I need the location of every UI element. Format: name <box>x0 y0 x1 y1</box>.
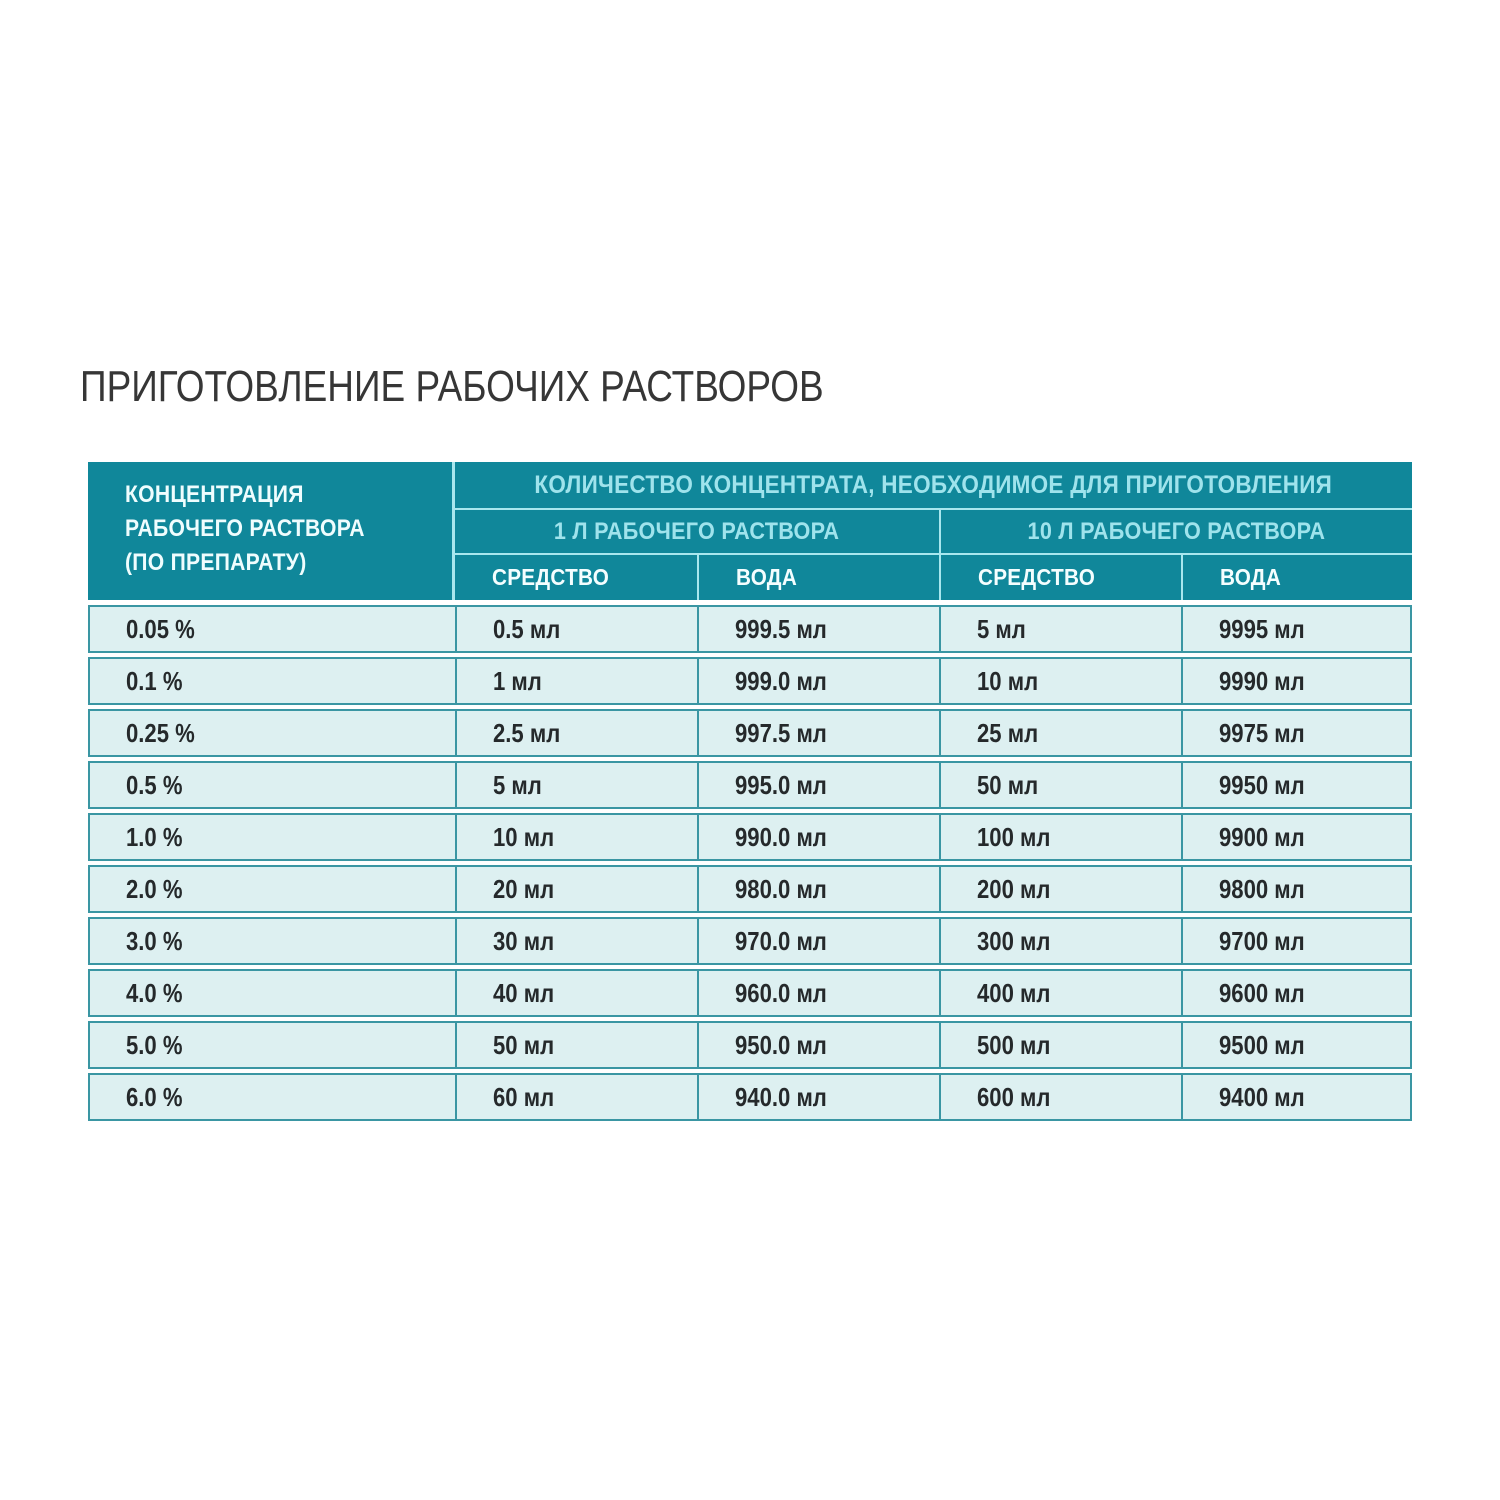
table-row <box>88 761 1412 809</box>
value-cell <box>939 1023 1181 1067</box>
concentration-value: 3.0 % <box>126 925 183 956</box>
volume-value: 300 мл <box>977 925 1051 956</box>
value-cell <box>455 815 697 859</box>
value-cell <box>455 1023 697 1067</box>
value-cell <box>697 763 939 807</box>
volume-value: 40 мл <box>493 977 555 1008</box>
volume-value: 999.5 мл <box>735 613 827 644</box>
sub-header-water-1l <box>697 555 939 600</box>
value-cell <box>697 1023 939 1067</box>
volume-value: 0.5 мл <box>493 613 561 644</box>
concentration-value: 0.1 % <box>126 665 183 696</box>
sub-header-water-10l-label: ВОДА <box>1220 564 1282 590</box>
value-cell <box>939 867 1181 911</box>
page-title: ПРИГОТОВЛЕНИЕ РАБОЧИХ РАСТВОРОВ <box>80 362 824 411</box>
value-cell <box>697 1075 939 1119</box>
volume-value: 9990 мл <box>1219 665 1305 696</box>
volume-value: 9800 мл <box>1219 873 1305 904</box>
volume-value: 9400 мл <box>1219 1081 1305 1112</box>
concentration-cell <box>90 711 455 755</box>
group-header-1l-label: 1 Л РАБОЧЕГО РАСТВОРА <box>554 517 840 545</box>
volume-value: 940.0 мл <box>735 1081 827 1112</box>
corner-header-line-3: (ПО ПРЕПАРАТУ) <box>125 549 307 576</box>
group-header-10l <box>939 510 1412 553</box>
table-row <box>88 865 1412 913</box>
concentration-cell <box>90 919 455 963</box>
value-cell <box>455 711 697 755</box>
sub-header-row <box>455 555 1412 600</box>
group-header-1l <box>455 510 939 553</box>
concentration-cell <box>90 815 455 859</box>
sub-header-agent-10l <box>939 555 1181 600</box>
volume-value: 10 мл <box>977 665 1039 696</box>
volume-value: 9950 мл <box>1219 769 1305 800</box>
value-cell <box>697 919 939 963</box>
concentration-value: 0.5 % <box>126 769 183 800</box>
sub-header-agent-1l <box>455 555 697 600</box>
value-cell <box>455 971 697 1015</box>
volume-value: 9975 мл <box>1219 717 1305 748</box>
sub-header-water-1l-label: ВОДА <box>736 564 798 590</box>
volume-value: 997.5 мл <box>735 717 827 748</box>
solutions-table <box>88 462 1412 1121</box>
value-cell <box>697 815 939 859</box>
volume-value: 2.5 мл <box>493 717 561 748</box>
volume-value: 1 мл <box>493 665 542 696</box>
top-header-label: КОЛИЧЕСТВО КОНЦЕНТРАТА, НЕОБХОДИМОЕ ДЛЯ ПРИГОТОВЛЕНИЯ <box>534 470 1333 499</box>
value-cell <box>455 867 697 911</box>
value-cell <box>1181 1023 1410 1067</box>
volume-value: 50 мл <box>493 1029 555 1060</box>
volume-value: 30 мл <box>493 925 555 956</box>
table-row <box>88 709 1412 757</box>
volume-value: 9700 мл <box>1219 925 1305 956</box>
value-cell <box>1181 867 1410 911</box>
sub-header-agent-1l-label: СРЕДСТВО <box>492 564 610 590</box>
volume-value: 9995 мл <box>1219 613 1305 644</box>
volume-value: 5 мл <box>977 613 1026 644</box>
group-header-row <box>455 510 1412 555</box>
value-cell <box>1181 971 1410 1015</box>
value-cell <box>455 919 697 963</box>
value-cell <box>1181 763 1410 807</box>
volume-value: 20 мл <box>493 873 555 904</box>
value-cell <box>1181 711 1410 755</box>
value-cell <box>939 711 1181 755</box>
concentration-value: 6.0 % <box>126 1081 183 1112</box>
volume-value: 990.0 мл <box>735 821 827 852</box>
volume-value: 60 мл <box>493 1081 555 1112</box>
concentration-cell <box>90 971 455 1015</box>
volume-value: 9900 мл <box>1219 821 1305 852</box>
corner-header-line-1: КОНЦЕНТРАЦИЯ <box>125 481 304 508</box>
value-cell <box>1181 919 1410 963</box>
volume-value: 995.0 мл <box>735 769 827 800</box>
volume-value: 600 мл <box>977 1081 1051 1112</box>
value-cell <box>1181 659 1410 703</box>
table-row <box>88 1021 1412 1069</box>
volume-value: 960.0 мл <box>735 977 827 1008</box>
value-cell <box>455 607 697 651</box>
concentration-cell <box>90 763 455 807</box>
value-cell <box>697 711 939 755</box>
table-row <box>88 917 1412 965</box>
volume-value: 5 мл <box>493 769 542 800</box>
table-row <box>88 813 1412 861</box>
table-row <box>88 1073 1412 1121</box>
concentration-value: 0.05 % <box>126 613 195 644</box>
value-cell <box>939 607 1181 651</box>
value-cell <box>697 607 939 651</box>
concentration-cell <box>90 1075 455 1119</box>
volume-value: 999.0 мл <box>735 665 827 696</box>
concentration-cell <box>90 607 455 651</box>
value-cell <box>939 1075 1181 1119</box>
header-right-block <box>455 462 1412 600</box>
value-cell <box>1181 607 1410 651</box>
volume-value: 970.0 мл <box>735 925 827 956</box>
concentration-value: 5.0 % <box>126 1029 183 1060</box>
concentration-value: 0.25 % <box>126 717 195 748</box>
sub-header-water-10l <box>1181 555 1412 600</box>
concentration-cell <box>90 867 455 911</box>
group-header-10l-label: 10 Л РАБОЧЕГО РАСТВОРА <box>1027 517 1326 545</box>
concentration-value: 2.0 % <box>126 873 183 904</box>
table-row <box>88 969 1412 1017</box>
value-cell <box>455 659 697 703</box>
volume-value: 25 мл <box>977 717 1039 748</box>
value-cell <box>939 659 1181 703</box>
corner-header-line-2: РАБОЧЕГО РАСТВОРА <box>125 515 365 542</box>
value-cell <box>939 815 1181 859</box>
value-cell <box>1181 815 1410 859</box>
corner-header-cell <box>88 462 455 600</box>
top-header-cell <box>455 462 1412 510</box>
value-cell <box>697 867 939 911</box>
table-header <box>88 462 1412 600</box>
value-cell <box>697 971 939 1015</box>
volume-value: 100 мл <box>977 821 1051 852</box>
value-cell <box>939 763 1181 807</box>
volume-value: 980.0 мл <box>735 873 827 904</box>
value-cell <box>1181 1075 1410 1119</box>
volume-value: 9600 мл <box>1219 977 1305 1008</box>
concentration-value: 1.0 % <box>126 821 183 852</box>
value-cell <box>455 763 697 807</box>
concentration-value: 4.0 % <box>126 977 183 1008</box>
table-row <box>88 657 1412 705</box>
volume-value: 200 мл <box>977 873 1051 904</box>
volume-value: 500 мл <box>977 1029 1051 1060</box>
concentration-cell <box>90 659 455 703</box>
value-cell <box>939 971 1181 1015</box>
volume-value: 10 мл <box>493 821 555 852</box>
table-body <box>88 605 1412 1121</box>
volume-value: 9500 мл <box>1219 1029 1305 1060</box>
value-cell <box>455 1075 697 1119</box>
concentration-cell <box>90 1023 455 1067</box>
sub-header-agent-10l-label: СРЕДСТВО <box>978 564 1096 590</box>
volume-value: 400 мл <box>977 977 1051 1008</box>
volume-value: 50 мл <box>977 769 1039 800</box>
volume-value: 950.0 мл <box>735 1029 827 1060</box>
table-row <box>88 605 1412 653</box>
value-cell <box>939 919 1181 963</box>
value-cell <box>697 659 939 703</box>
